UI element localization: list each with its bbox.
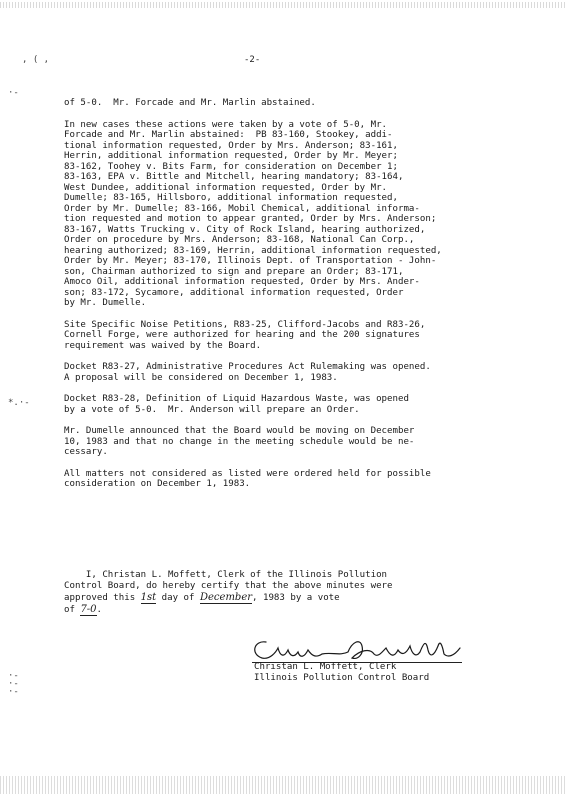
paragraph-new-cases: In new cases these actions were taken by a vote of 5-0, Mr. Forcade and Mr. Marlin abstained: PB 83-160, Stookey, addi- tional information requested, Order by Mrs. Anderson; 83-161, Herrin, additional information requested, Order by Mr. Meyer; 83-162, Toohey v. Bits Farm, for consideration on December 1; 83-163, EPA v. Bittle and Mitchell, hearing mandatory; 83-164, West Dundee, additional information requested, Order by Mr. Dumelle; 83-165, Hillsboro, additional information requested, Order by Mr. Dumelle; 83-166, Mobil Chemical, additional informa- tion requested and motion to appear granted, Order by Mrs. Anderson; 83-167, Watts Trucking v. City of Rock Island, hearing authorized, Order on procedure by Mrs. Anderson; 83-168, National Can Corp., hearing authorized; 83-169, Herrin, additional information requested, Order by Mr. Meyer; 83-170, Illinois Dept. of Transportation - John- son, Chairman authorized to sign and prepare an Order; 83-171, Amoco Oil, additional information requested, Order by Mrs. Ander- son; 83-172, Sycamore, additional information requested, Order by Mr. Dumelle. [64,119,442,308]
approved-day-handwritten: 1st [140,592,157,603]
margin-mark-left-1: ·- [8,88,19,98]
cert-line-3-mid: day of [156,593,200,603]
vote-count-handwritten: 7-0 [80,604,97,615]
approved-month-handwritten: December [199,592,253,603]
margin-mark-left-3: ·- ·- ·- [8,671,19,697]
cert-line-1: I, Christan L. Moffett, Clerk of the Illinois Pollution [64,570,388,580]
paragraph-docket-r83-27: Docket R83-27, Administrative Procedures Act Rulemaking was opened. A proposal will be considered on December 1, 1983. [64,362,431,383]
handwritten-signature [248,632,478,664]
cert-line-4-pre: of [64,605,81,615]
paragraph-moving-announcement: Mr. Dumelle announced that the Board would be moving on December 10, 1983 and that no change in the meeting schedule would be ne- cessary. [64,426,415,457]
scan-noise-bottom [0,776,566,794]
cert-line-3-pre: approved this [64,593,141,603]
scan-noise-top [0,2,566,8]
paragraph-docket-r83-28: Docket R83-28, Definition of Liquid Hazardous Waste, was opened by a vote of 5-0. Mr. Anderson will prepare an Order. [64,394,409,415]
paragraph-held-matters: All matters not considered as listed were ordered held for possible consideration on December 1, 1983. [64,468,431,489]
cert-line-3-post: , 1983 by a vote [252,593,340,603]
certification-block [64,570,524,616]
signatory-organization: Illinois Pollution Control Board [254,673,430,683]
page-number: -2- [244,55,261,65]
margin-mark-left-2: *.·- [8,398,30,408]
signatory-name-and-title [254,662,429,684]
paragraph-vote-note: of 5-0. Mr. Forcade and Mr. Marlin abstained. [64,98,316,108]
minutes-body [64,98,524,501]
signature-block [248,632,478,687]
cert-line-4-post: . [96,605,103,615]
paragraph-noise-petitions: Site Specific Noise Petitions, R83-25, Clifford-Jacobs and R83-26, Cornell Forge, were authorized for hearing and the 200 signatures requirement was waived by the Board. [64,319,426,351]
signatory-name: Christan L. Moffett, Clerk [254,662,397,672]
margin-mark-top: , ( , [22,55,50,65]
cert-line-2: Control Board, do hereby certify that the above minutes were [64,581,393,591]
